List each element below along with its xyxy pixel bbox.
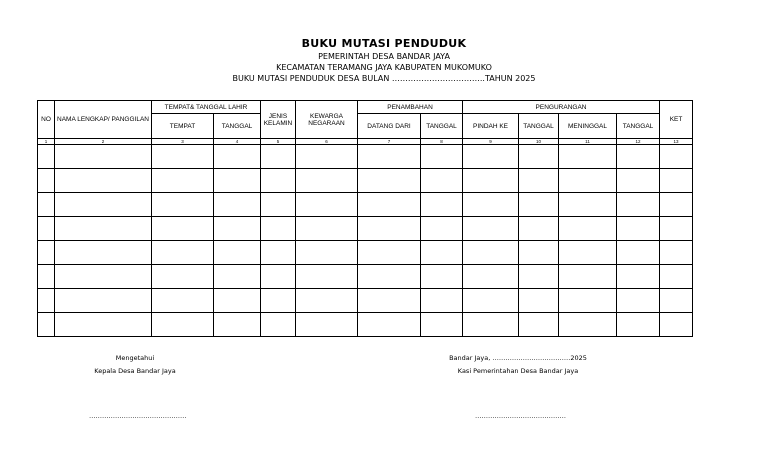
table-cell <box>38 193 55 217</box>
table-cell <box>261 193 296 217</box>
column-number: 11 <box>559 139 617 145</box>
table-cell <box>519 169 559 193</box>
header-tanggal-meninggal: TANGGAL <box>617 114 660 139</box>
table-cell <box>214 169 261 193</box>
table-cell <box>559 241 617 265</box>
table-cell <box>559 265 617 289</box>
table-cell <box>55 145 152 169</box>
table-cell <box>358 241 421 265</box>
header-kewarganegaraan: KEWARGA NEGARAAN <box>296 101 358 139</box>
table-cell <box>358 313 421 337</box>
table-cell <box>55 241 152 265</box>
table-cell <box>152 193 214 217</box>
header-ket: KET <box>660 101 693 139</box>
table-cell <box>296 241 358 265</box>
table-cell <box>296 193 358 217</box>
table-cell <box>421 313 463 337</box>
table-cell <box>152 241 214 265</box>
table-cell <box>214 289 261 313</box>
header-meninggal: MENINGGAL <box>559 114 617 139</box>
mutation-table <box>37 100 693 337</box>
table-cell <box>38 217 55 241</box>
header-no: NO <box>38 101 55 139</box>
column-number: 1 <box>38 139 55 145</box>
column-number: 10 <box>519 139 559 145</box>
table-cell <box>358 193 421 217</box>
table-cell <box>55 169 152 193</box>
table-cell <box>617 241 660 265</box>
table-cell <box>261 241 296 265</box>
table-row <box>38 217 693 241</box>
table-cell <box>358 265 421 289</box>
table-cell <box>617 145 660 169</box>
table-cell <box>421 145 463 169</box>
table-cell <box>617 313 660 337</box>
table-cell <box>617 193 660 217</box>
table-cell <box>152 145 214 169</box>
table-cell <box>55 313 152 337</box>
table-cell <box>660 313 693 337</box>
table-cell <box>463 169 519 193</box>
table-cell <box>261 217 296 241</box>
table-cell <box>55 265 152 289</box>
table-cell <box>55 193 152 217</box>
table-cell <box>421 193 463 217</box>
header-nama: NAMA LENGKAP/ PANGGILAN <box>55 101 152 139</box>
table-cell <box>261 313 296 337</box>
table-cell <box>214 241 261 265</box>
table-cell <box>358 169 421 193</box>
table-cell <box>519 265 559 289</box>
column-number: 3 <box>152 139 214 145</box>
table-cell <box>519 241 559 265</box>
table-row <box>38 289 693 313</box>
column-number: 2 <box>55 139 152 145</box>
table-row <box>38 193 693 217</box>
table-cell <box>296 169 358 193</box>
table-cell <box>660 265 693 289</box>
table-cell <box>38 241 55 265</box>
table-cell <box>519 193 559 217</box>
table-cell <box>617 217 660 241</box>
table-cell <box>38 169 55 193</box>
table-cell <box>261 289 296 313</box>
document-header <box>0 38 768 84</box>
table-cell <box>463 217 519 241</box>
column-number: 6 <box>296 139 358 145</box>
table-cell <box>152 289 214 313</box>
column-number: 5 <box>261 139 296 145</box>
table-cell <box>38 313 55 337</box>
table-cell <box>421 265 463 289</box>
table-cell <box>660 169 693 193</box>
signature-left <box>80 352 190 378</box>
document-title: BUKU MUTASI PENDUDUK <box>301 37 467 50</box>
table-cell <box>463 193 519 217</box>
signature-left-line-2: Kepala Desa Bandar Jaya <box>94 367 176 375</box>
column-number: 4 <box>214 139 261 145</box>
table-cell <box>519 145 559 169</box>
table-cell <box>463 241 519 265</box>
table-cell <box>421 217 463 241</box>
table-cell <box>214 265 261 289</box>
header-tanggal-penambahan: TANGGAL <box>421 114 463 139</box>
table-cell <box>559 313 617 337</box>
header-line-3: BUKU MUTASI PENDUDUK DESA BULAN ……………………………..TAHUN 2025 <box>232 74 536 83</box>
table-cell <box>519 289 559 313</box>
table-cell <box>421 289 463 313</box>
table-cell <box>55 217 152 241</box>
table-cell <box>660 217 693 241</box>
table-cell <box>38 289 55 313</box>
table-cell <box>358 217 421 241</box>
table-cell <box>519 313 559 337</box>
header-tempat: TEMPAT <box>152 114 214 139</box>
table-cell <box>463 145 519 169</box>
table-cell <box>559 145 617 169</box>
column-number: 13 <box>660 139 693 145</box>
table-cell <box>214 193 261 217</box>
table-cell <box>421 241 463 265</box>
header-tanggal-lahir: TANGGAL <box>214 114 261 139</box>
table-cell <box>617 169 660 193</box>
table-cell <box>152 313 214 337</box>
table-cell <box>296 217 358 241</box>
table-row <box>38 169 693 193</box>
signature-left-line-1: Mengetahui <box>115 354 155 362</box>
table-cell <box>261 265 296 289</box>
header-datang-dari: DATANG DARI <box>358 114 421 139</box>
table-cell <box>296 145 358 169</box>
table-cell <box>152 217 214 241</box>
table-cell <box>519 217 559 241</box>
table-cell <box>660 241 693 265</box>
signature-right <box>438 352 598 378</box>
table-cell <box>421 169 463 193</box>
table-cell <box>38 145 55 169</box>
table-cell <box>559 217 617 241</box>
signature-right-line-1: Bandar Jaya, ………………………………2025 <box>449 354 587 362</box>
header-line-2: KECAMATAN TERAMANG JAYA KABUPATEN MUKOMUKO <box>276 63 492 72</box>
table-cell <box>660 145 693 169</box>
table-row <box>38 241 693 265</box>
signature-left-dots: ……………………………………… <box>89 412 187 420</box>
header-jenis-kelamin: JENIS KELAMIN <box>261 101 296 139</box>
table-cell <box>463 265 519 289</box>
table-row <box>38 145 693 169</box>
table-cell <box>617 289 660 313</box>
table-row <box>38 313 693 337</box>
table-cell <box>296 313 358 337</box>
header-pindah-ke: PINDAH KE <box>463 114 519 139</box>
table-cell <box>660 193 693 217</box>
table-cell <box>296 265 358 289</box>
table-row <box>38 265 693 289</box>
table-cell <box>463 313 519 337</box>
header-group-penambahan: PENAMBAHAN <box>358 101 463 114</box>
table-cell <box>38 265 55 289</box>
table-cell <box>261 169 296 193</box>
table-cell <box>559 193 617 217</box>
table-cell <box>214 145 261 169</box>
table-cell <box>261 145 296 169</box>
header-group-ttl: TEMPAT& TANGGAL LAHIR <box>152 101 261 114</box>
table-cell <box>296 289 358 313</box>
table-cell <box>559 289 617 313</box>
table-cell <box>152 169 214 193</box>
table-cell <box>463 289 519 313</box>
column-number: 9 <box>463 139 519 145</box>
header-line-1: PEMERINTAH DESA BANDAR JAYA <box>318 52 450 61</box>
signature-right-dots: …………………………………… <box>475 412 566 420</box>
column-number: 12 <box>617 139 660 145</box>
header-tanggal-pengurangan: TANGGAL <box>519 114 559 139</box>
header-group-pengurangan: PENGURANGAN <box>463 101 660 114</box>
table-cell <box>55 289 152 313</box>
column-number: 7 <box>358 139 421 145</box>
table-cell <box>152 265 214 289</box>
table-cell <box>559 169 617 193</box>
table-cell <box>660 289 693 313</box>
column-number: 8 <box>421 139 463 145</box>
table-cell <box>617 265 660 289</box>
signature-right-line-2: Kasi Pemerintahan Desa Bandar Jaya <box>457 367 579 375</box>
table-cell <box>214 313 261 337</box>
table-cell <box>358 289 421 313</box>
table-cell <box>358 145 421 169</box>
table-cell <box>214 217 261 241</box>
